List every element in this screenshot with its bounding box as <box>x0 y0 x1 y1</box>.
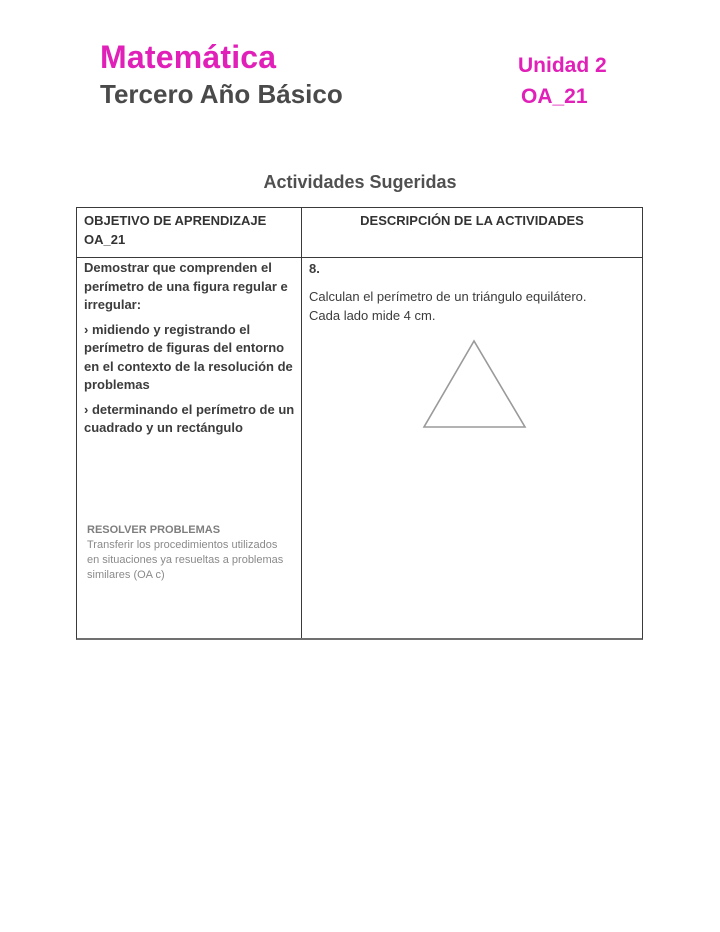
equilateral-triangle-figure <box>422 339 528 431</box>
row-divider <box>77 257 642 258</box>
activity-text-line1: Calculan el perímetro de un triángulo equilátero. <box>309 289 587 304</box>
section-title: Actividades Sugeridas <box>263 172 457 192</box>
objective-intro: Demostrar que comprenden el perímetro de una figura regular e irregular: <box>84 260 288 312</box>
subject-title: Matemática <box>100 39 277 75</box>
objective-bullet: › determinando el perímetro de un cuadrado y un rectángulo <box>84 401 295 435</box>
objective-code-label: OA_21 <box>521 85 588 108</box>
activity-text-line2: Cada lado mide 4 cm. <box>309 308 436 323</box>
activity-number: 8. <box>309 261 320 276</box>
activities-table <box>76 207 643 640</box>
activity-cell <box>309 259 639 325</box>
skill-title: RESOLVER PROBLEMAS <box>87 524 221 536</box>
header-objective-code: OA_21 <box>84 232 126 247</box>
skill-description: Transferir los procedimientos utilizados en situaciones ya resueltas a problemas similares (OA c) <box>87 539 284 581</box>
unit-label: Unidad 2 <box>518 54 607 77</box>
header-objective <box>84 211 296 249</box>
objective-bullet: › midiendo y registrando el perímetro de figuras del entorno en el contexto de la resolución de problemas <box>84 321 293 392</box>
skill-box <box>87 523 287 583</box>
header-description: DESCRIPCIÓN DE LA ACTIVIDADES <box>360 213 584 228</box>
header-objective-label: OBJETIVO DE APRENDIZAJE <box>84 213 267 228</box>
objective-cell <box>84 259 298 444</box>
column-divider <box>301 208 302 638</box>
grade-title: Tercero Año Básico <box>100 79 343 109</box>
